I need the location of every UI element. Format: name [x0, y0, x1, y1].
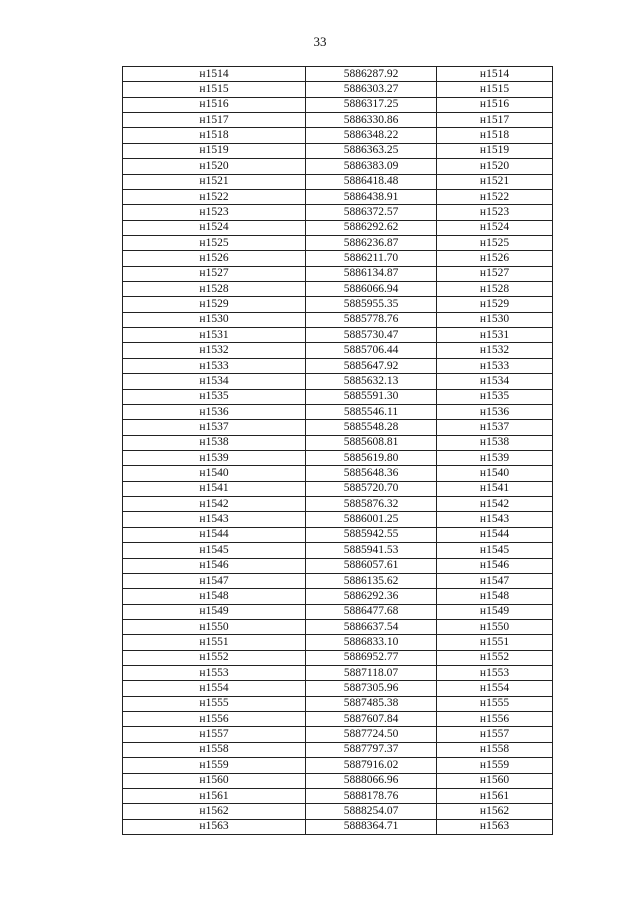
coordinate-cell: 5886363.25	[306, 143, 437, 158]
table-row	[123, 159, 553, 174]
point-id-repeat-cell: н1526	[437, 251, 553, 266]
point-id-cell: н1522	[123, 189, 306, 204]
point-id-repeat-cell: н1535	[437, 389, 553, 404]
point-id-cell: н1535	[123, 389, 306, 404]
point-id-cell: н1561	[123, 788, 306, 803]
point-id-cell: н1523	[123, 205, 306, 220]
point-id-cell: н1563	[123, 819, 306, 834]
coordinate-cell: 5887607.84	[306, 712, 437, 727]
point-id-repeat-cell: н1555	[437, 696, 553, 711]
point-id-repeat-cell: н1556	[437, 712, 553, 727]
point-id-cell: н1534	[123, 374, 306, 389]
point-id-cell: н1542	[123, 497, 306, 512]
coordinate-cell: 5886952.77	[306, 650, 437, 665]
table-row	[123, 143, 553, 158]
point-id-repeat-cell: н1527	[437, 266, 553, 281]
table-row	[123, 635, 553, 650]
point-id-cell: н1550	[123, 619, 306, 634]
point-id-cell: н1547	[123, 573, 306, 588]
table-row	[123, 328, 553, 343]
point-id-cell: н1545	[123, 543, 306, 558]
point-id-cell: н1552	[123, 650, 306, 665]
table-row	[123, 604, 553, 619]
table-row	[123, 773, 553, 788]
point-id-cell: н1538	[123, 435, 306, 450]
table-row	[123, 82, 553, 97]
table-row	[123, 512, 553, 527]
point-id-repeat-cell: н1554	[437, 681, 553, 696]
point-id-repeat-cell: н1540	[437, 466, 553, 481]
point-id-repeat-cell: н1528	[437, 282, 553, 297]
point-id-cell: н1527	[123, 266, 306, 281]
point-id-cell: н1520	[123, 159, 306, 174]
point-id-cell: н1549	[123, 604, 306, 619]
table-row	[123, 543, 553, 558]
table-row	[123, 481, 553, 496]
coordinate-cell: 5885648.36	[306, 466, 437, 481]
coordinate-cell: 5885548.28	[306, 420, 437, 435]
point-id-cell: н1560	[123, 773, 306, 788]
coordinate-cell: 5887797.37	[306, 742, 437, 757]
point-id-cell: н1517	[123, 113, 306, 128]
coordinate-cell: 5886292.62	[306, 220, 437, 235]
coordinate-cell: 5887485.38	[306, 696, 437, 711]
point-id-cell: н1518	[123, 128, 306, 143]
point-id-cell: н1540	[123, 466, 306, 481]
table-row	[123, 681, 553, 696]
table-row	[123, 712, 553, 727]
coordinate-cell: 5886372.57	[306, 205, 437, 220]
point-id-cell: н1514	[123, 67, 306, 82]
coordinate-cell: 5886135.62	[306, 573, 437, 588]
point-id-repeat-cell: н1537	[437, 420, 553, 435]
table-row	[123, 374, 553, 389]
table-row	[123, 804, 553, 819]
coordinate-cell: 5885706.44	[306, 343, 437, 358]
point-id-cell: н1537	[123, 420, 306, 435]
table-row	[123, 666, 553, 681]
point-id-repeat-cell: н1562	[437, 804, 553, 819]
point-id-repeat-cell: н1552	[437, 650, 553, 665]
coordinate-cell: 5886317.25	[306, 97, 437, 112]
table-row	[123, 573, 553, 588]
table-row	[123, 819, 553, 834]
point-id-repeat-cell: н1561	[437, 788, 553, 803]
point-id-repeat-cell: н1546	[437, 558, 553, 573]
point-id-repeat-cell: н1525	[437, 235, 553, 250]
point-id-repeat-cell: н1558	[437, 742, 553, 757]
table-row	[123, 497, 553, 512]
coordinate-cell: 5888254.07	[306, 804, 437, 819]
coordinate-cell: 5886292.36	[306, 589, 437, 604]
point-id-cell: н1519	[123, 143, 306, 158]
table-row	[123, 67, 553, 82]
point-id-repeat-cell: н1517	[437, 113, 553, 128]
table-row	[123, 282, 553, 297]
table-row	[123, 727, 553, 742]
table-row	[123, 650, 553, 665]
table-row	[123, 435, 553, 450]
coordinate-cell: 5885942.55	[306, 527, 437, 542]
coordinate-cell: 5886066.94	[306, 282, 437, 297]
coordinate-cell: 5885941.53	[306, 543, 437, 558]
coordinate-cell: 5886057.61	[306, 558, 437, 573]
point-id-cell: н1524	[123, 220, 306, 235]
coordinate-cell: 5885591.30	[306, 389, 437, 404]
point-id-cell: н1528	[123, 282, 306, 297]
point-id-repeat-cell: н1543	[437, 512, 553, 527]
coordinate-cell: 5886211.70	[306, 251, 437, 266]
point-id-repeat-cell: н1524	[437, 220, 553, 235]
page-number: 33	[313, 34, 327, 49]
point-id-repeat-cell: н1549	[437, 604, 553, 619]
point-id-repeat-cell: н1536	[437, 404, 553, 419]
coordinate-cell: 5885730.47	[306, 328, 437, 343]
point-id-repeat-cell: н1515	[437, 82, 553, 97]
table-row	[123, 389, 553, 404]
point-id-repeat-cell: н1548	[437, 589, 553, 604]
point-id-repeat-cell: н1547	[437, 573, 553, 588]
point-id-repeat-cell: н1520	[437, 159, 553, 174]
point-id-cell: н1529	[123, 297, 306, 312]
point-id-cell: н1553	[123, 666, 306, 681]
table-row	[123, 466, 553, 481]
coordinate-cell: 5886637.54	[306, 619, 437, 634]
table-row	[123, 788, 553, 803]
coordinate-cell: 5888066.96	[306, 773, 437, 788]
table-row	[123, 205, 553, 220]
point-id-cell: н1531	[123, 328, 306, 343]
point-id-repeat-cell: н1538	[437, 435, 553, 450]
coordinates-table	[122, 66, 553, 835]
point-id-repeat-cell: н1544	[437, 527, 553, 542]
table-row	[123, 251, 553, 266]
table-row	[123, 558, 553, 573]
coordinate-cell: 5886833.10	[306, 635, 437, 650]
coordinate-cell: 5886418.48	[306, 174, 437, 189]
point-id-cell: н1562	[123, 804, 306, 819]
point-id-cell: н1525	[123, 235, 306, 250]
table-row	[123, 174, 553, 189]
coordinate-cell: 5885632.13	[306, 374, 437, 389]
table-row	[123, 527, 553, 542]
coordinate-cell: 5886303.27	[306, 82, 437, 97]
point-id-cell: н1526	[123, 251, 306, 266]
point-id-cell: н1554	[123, 681, 306, 696]
point-id-repeat-cell: н1559	[437, 758, 553, 773]
coordinate-cell: 5886477.68	[306, 604, 437, 619]
point-id-repeat-cell: н1560	[437, 773, 553, 788]
table-row	[123, 113, 553, 128]
table-row	[123, 619, 553, 634]
point-id-repeat-cell: н1531	[437, 328, 553, 343]
point-id-cell: н1559	[123, 758, 306, 773]
point-id-cell: н1516	[123, 97, 306, 112]
coordinate-cell: 5887305.96	[306, 681, 437, 696]
point-id-repeat-cell: н1522	[437, 189, 553, 204]
point-id-repeat-cell: н1529	[437, 297, 553, 312]
point-id-repeat-cell: н1553	[437, 666, 553, 681]
table-row	[123, 189, 553, 204]
point-id-repeat-cell: н1545	[437, 543, 553, 558]
table-row	[123, 343, 553, 358]
coordinate-cell: 5885876.32	[306, 497, 437, 512]
point-id-repeat-cell: н1521	[437, 174, 553, 189]
point-id-repeat-cell: н1551	[437, 635, 553, 650]
coordinate-cell: 5886330.86	[306, 113, 437, 128]
point-id-repeat-cell: н1550	[437, 619, 553, 634]
coordinate-cell: 5885619.80	[306, 450, 437, 465]
point-id-cell: н1544	[123, 527, 306, 542]
coordinate-cell: 5886134.87	[306, 266, 437, 281]
point-id-cell: н1543	[123, 512, 306, 527]
point-id-repeat-cell: н1533	[437, 358, 553, 373]
coordinate-cell: 5885955.35	[306, 297, 437, 312]
point-id-repeat-cell: н1519	[437, 143, 553, 158]
point-id-cell: н1551	[123, 635, 306, 650]
table-row	[123, 312, 553, 327]
coordinate-cell: 5888178.76	[306, 788, 437, 803]
table-row	[123, 97, 553, 112]
coordinate-cell: 5885546.11	[306, 404, 437, 419]
coordinate-cell: 5887916.02	[306, 758, 437, 773]
point-id-cell: н1558	[123, 742, 306, 757]
point-id-cell: н1515	[123, 82, 306, 97]
coordinate-cell: 5885608.81	[306, 435, 437, 450]
point-id-repeat-cell: н1542	[437, 497, 553, 512]
table-row	[123, 128, 553, 143]
point-id-cell: н1557	[123, 727, 306, 742]
point-id-cell: н1521	[123, 174, 306, 189]
point-id-repeat-cell: н1516	[437, 97, 553, 112]
coordinate-cell: 5886287.92	[306, 67, 437, 82]
table-row	[123, 589, 553, 604]
point-id-cell: н1530	[123, 312, 306, 327]
point-id-repeat-cell: н1530	[437, 312, 553, 327]
coordinate-cell: 5886438.91	[306, 189, 437, 204]
table-row	[123, 420, 553, 435]
coordinate-cell: 5885647.92	[306, 358, 437, 373]
table-row	[123, 266, 553, 281]
point-id-cell: н1548	[123, 589, 306, 604]
table-row	[123, 450, 553, 465]
coordinates-table-body	[123, 67, 553, 835]
point-id-repeat-cell: н1518	[437, 128, 553, 143]
point-id-cell: н1539	[123, 450, 306, 465]
table-row	[123, 297, 553, 312]
coordinate-cell: 5885778.76	[306, 312, 437, 327]
point-id-repeat-cell: н1539	[437, 450, 553, 465]
point-id-repeat-cell: н1514	[437, 67, 553, 82]
table-row	[123, 758, 553, 773]
point-id-repeat-cell: н1534	[437, 374, 553, 389]
coordinate-cell: 5888364.71	[306, 819, 437, 834]
point-id-cell: н1541	[123, 481, 306, 496]
coordinate-cell: 5887724.50	[306, 727, 437, 742]
point-id-repeat-cell: н1523	[437, 205, 553, 220]
coordinate-cell: 5885720.70	[306, 481, 437, 496]
table-row	[123, 220, 553, 235]
point-id-cell: н1556	[123, 712, 306, 727]
point-id-repeat-cell: н1563	[437, 819, 553, 834]
table-row	[123, 696, 553, 711]
point-id-repeat-cell: н1541	[437, 481, 553, 496]
point-id-repeat-cell: н1557	[437, 727, 553, 742]
point-id-repeat-cell: н1532	[437, 343, 553, 358]
table-row	[123, 235, 553, 250]
coordinate-cell: 5886348.22	[306, 128, 437, 143]
point-id-cell: н1546	[123, 558, 306, 573]
table-row	[123, 404, 553, 419]
coordinate-cell: 5886236.87	[306, 235, 437, 250]
coordinate-cell: 5886383.09	[306, 159, 437, 174]
point-id-cell: н1533	[123, 358, 306, 373]
coordinate-cell: 5887118.07	[306, 666, 437, 681]
point-id-cell: н1536	[123, 404, 306, 419]
point-id-cell: н1532	[123, 343, 306, 358]
point-id-cell: н1555	[123, 696, 306, 711]
table-row	[123, 358, 553, 373]
table-row	[123, 742, 553, 757]
coordinate-cell: 5886001.25	[306, 512, 437, 527]
